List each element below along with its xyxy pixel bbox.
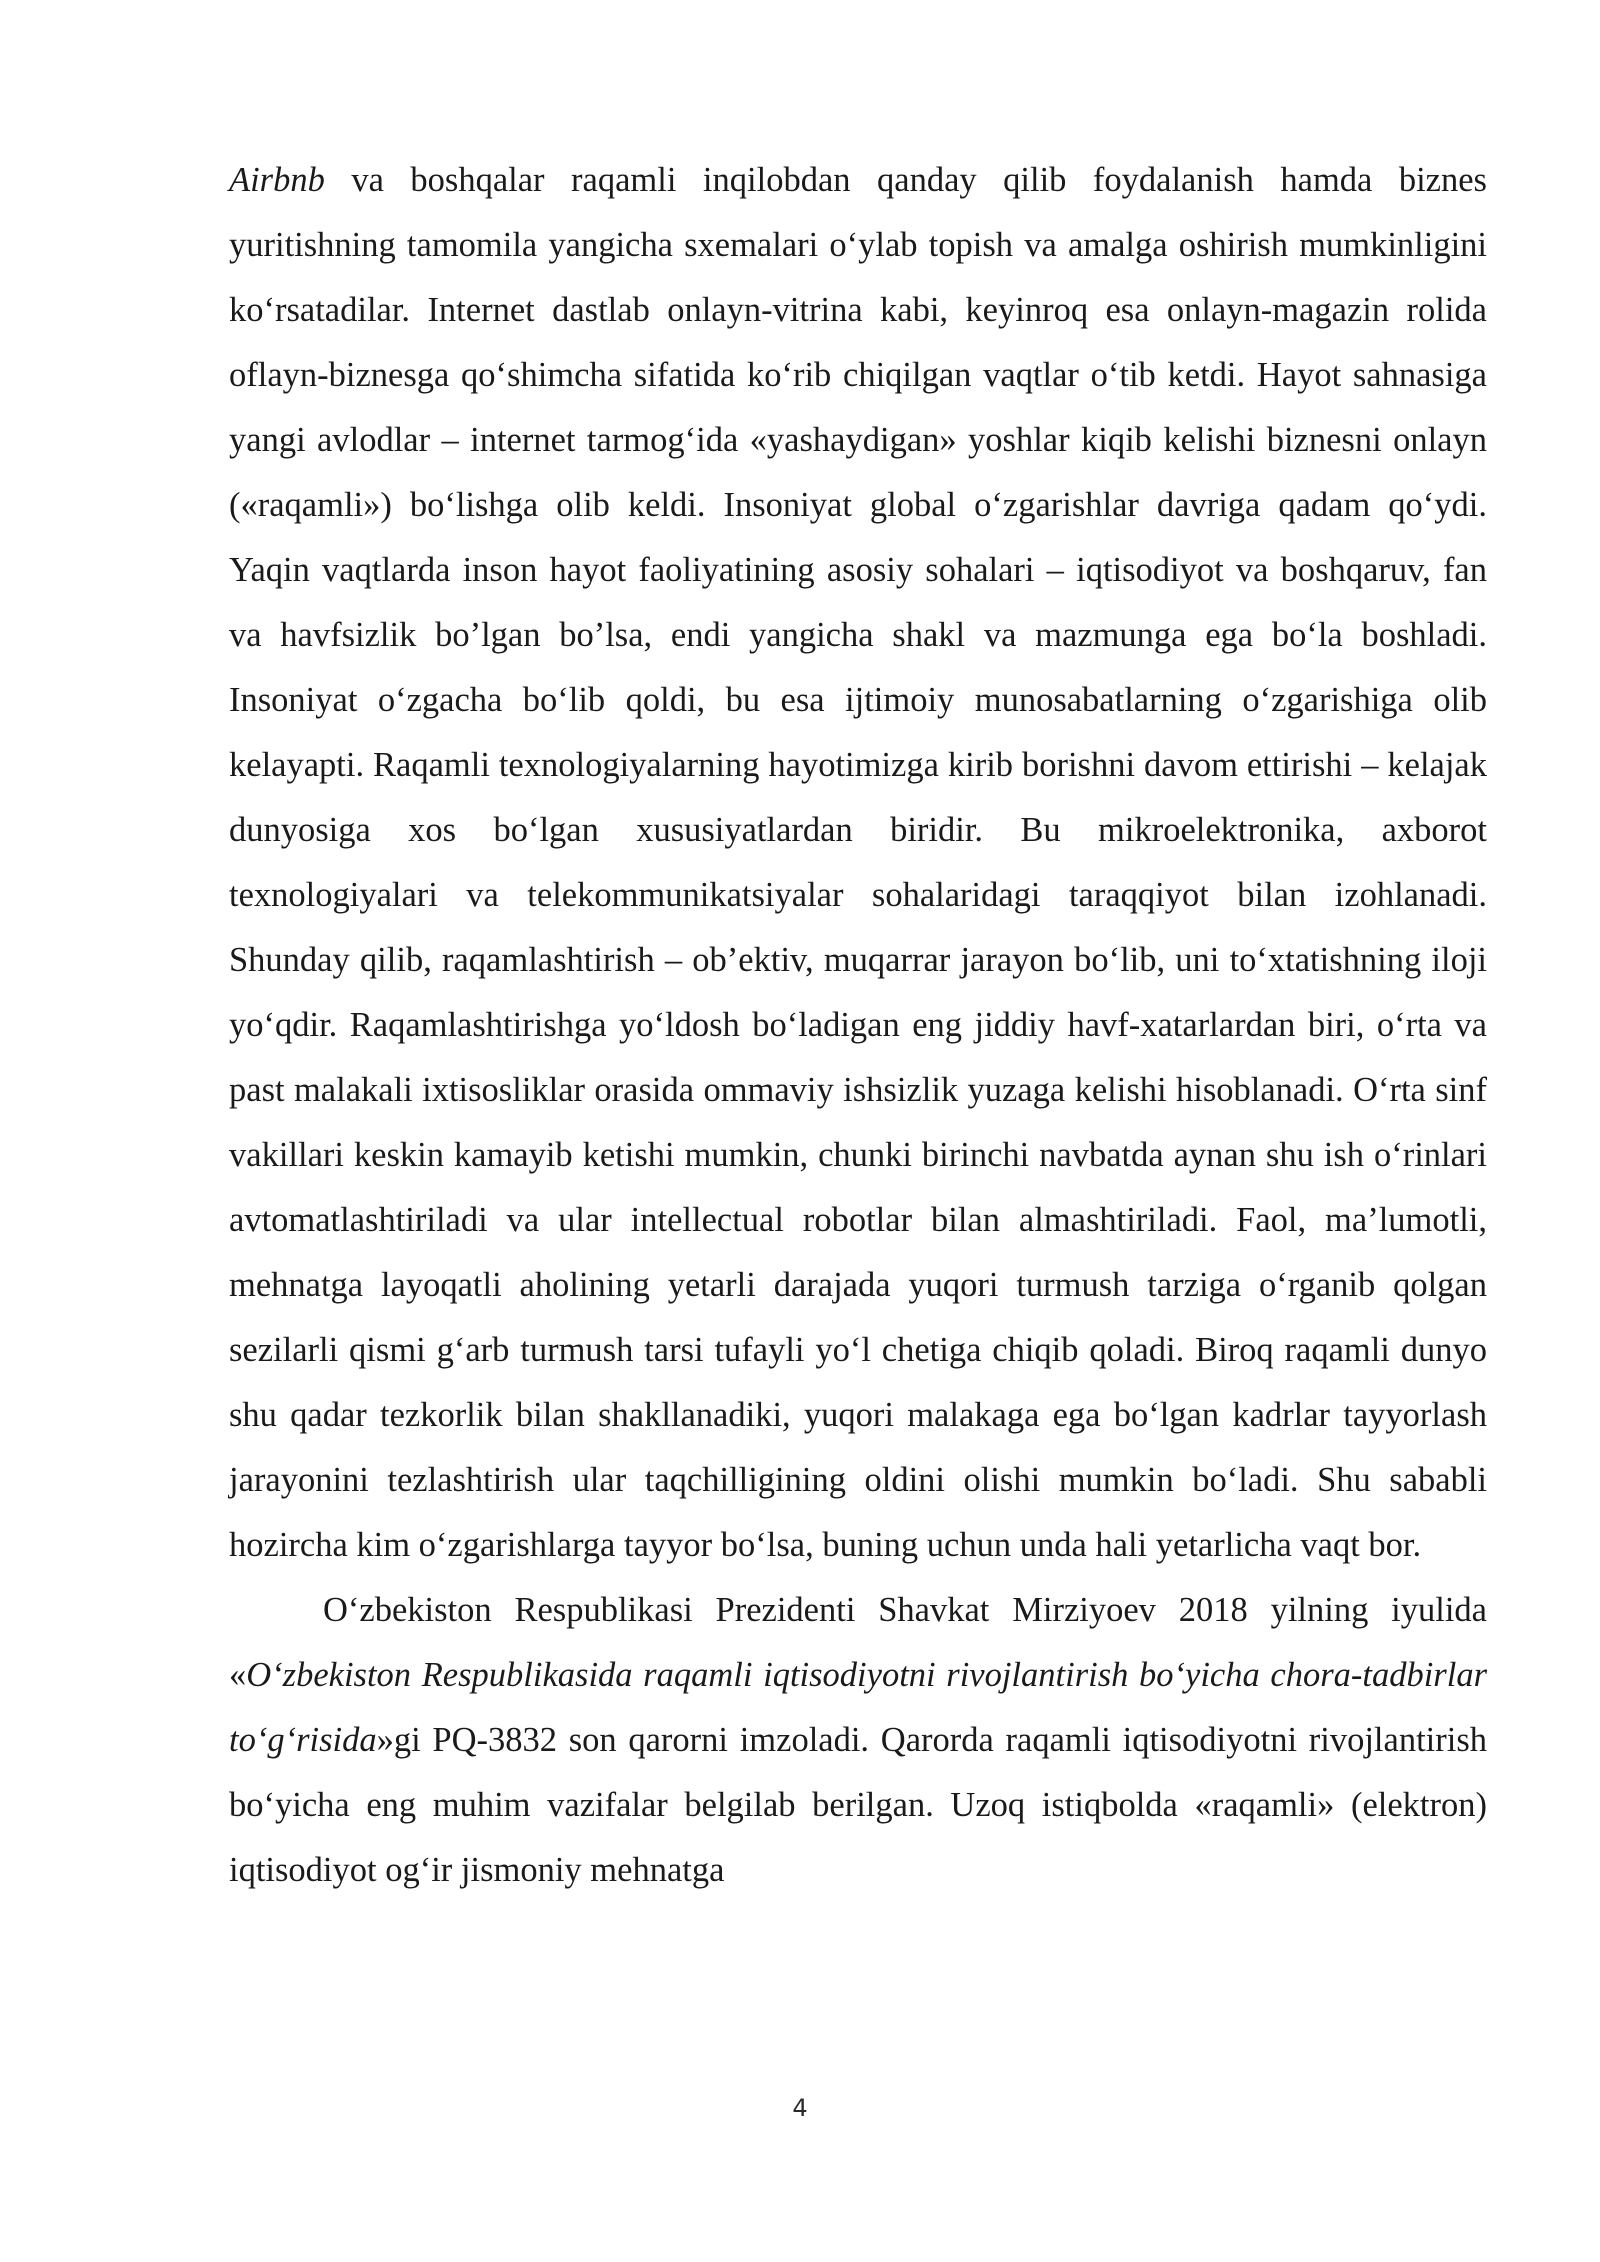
page-number: 4 [792,2094,808,2122]
decree-title: O‘zbekiston Respublikasida raqamli iqtisodiyotni rivojlantirish bo‘yicha chora-tadbirlar to‘g‘risida [229,1656,1487,1759]
page-body [229,148,1487,1903]
paragraph-2-text-after: »gi PQ-3832 son qarorni imzoladi. Qarorda raqamli iqtisodiyotni rivojlantirish bo‘yicha eng muhim vazifalar belgilab berilgan. Uzoq istiqbolda «raqamli» (elektron) iqtisodiyot og‘ir jismoniy mehnatga [229,1721,1487,1889]
paragraph-2-text-before: O‘zbekiston Respublikasi Prezidenti Shavkat Mirziyoev 2018 yilning iyulida « [229,1591,1487,1694]
paragraph-1 [229,148,1487,1578]
paragraph-1-lead-italic: Airbnb [229,161,325,199]
paragraph-2 [229,1578,1487,1903]
paragraph-1-text: va boshqalar raqamli inqilobdan qanday qilib foydalanish hamda biznes yuritishning tamomila yangicha sxemalari o‘ylab topish va amalga oshirish mumkinligini ko‘rsatadilar. Internet dastlab onlayn-vitrina kabi, keyinroq esa onlayn-magazin rolida oflayn-biznesga qo‘shimcha sifatida ko‘rib chiqilgan vaqtlar o‘tib ketdi. Hayot sahnasiga yangi avlodlar – internet tarmog‘ida «yashaydigan» yoshlar kiqib kelishi biznesni onlayn («raqamli») bo‘lishga olib keldi. Insoniyat global o‘zgarishlar davriga qadam qo‘ydi. Yaqin vaqtlarda inson hayot faoliyatining asosiy sohalari – iqtisodiyot va boshqaruv, fan va havfsizlik bo’lgan bo’lsa, endi yangicha shakl va mazmunga ega bo‘la boshladi. Insoniyat o‘zgacha bo‘lib qoldi, bu esa ijtimoiy munosabatlarning o‘zgarishiga olib kelayapti. Raqamli texnologiyalarning hayotimizga kirib borishni davom ettirishi – kelajak dunyosiga xos bo‘lgan xususiyatlardan biridir. Bu mikroelektronika, axborot texnologiyalari va telekommunikatsiyalar sohalaridagi taraqqiyot bilan izohlanadi. Shunday qilib, raqamlashtirish – ob’ektiv, muqarrar jarayon bo‘lib, uni to‘xtatishning iloji yo‘qdir. Raqamlashtirishga yo‘ldosh bo‘ladigan eng jiddiy havf-xatarlardan biri, o‘rta va past malakali ixtisosliklar orasida ommaviy ishsizlik yuzaga kelishi hisoblanadi. O‘rta sinf vakillari keskin kamayib ketishi mumkin, chunki birinchi navbatda aynan shu ish o‘rinlari avtomatlashtiriladi va ular intellectual robotlar bilan almashtiriladi. Faol, ma’lumotli, mehnatga layoqatli aholining yetarli darajada yuqori turmush tarziga o‘rganib qolgan sezilarli qismi g‘arb turmush tarsi tufayli yo‘l chetiga chiqib qoladi. Biroq raqamli dunyo shu qadar tezkorlik bilan shakllanadiki, yuqori malakaga ega bo‘lgan kadrlar tayyorlash jarayonini tezlashtirish ular taqchilligining oldini olishi mumkin bo‘ladi. Shu sababli hozircha kim o‘zgarishlarga tayyor bo‘lsa, buning uchun unda hali yetarlicha vaqt bor. [229,161,1487,1564]
